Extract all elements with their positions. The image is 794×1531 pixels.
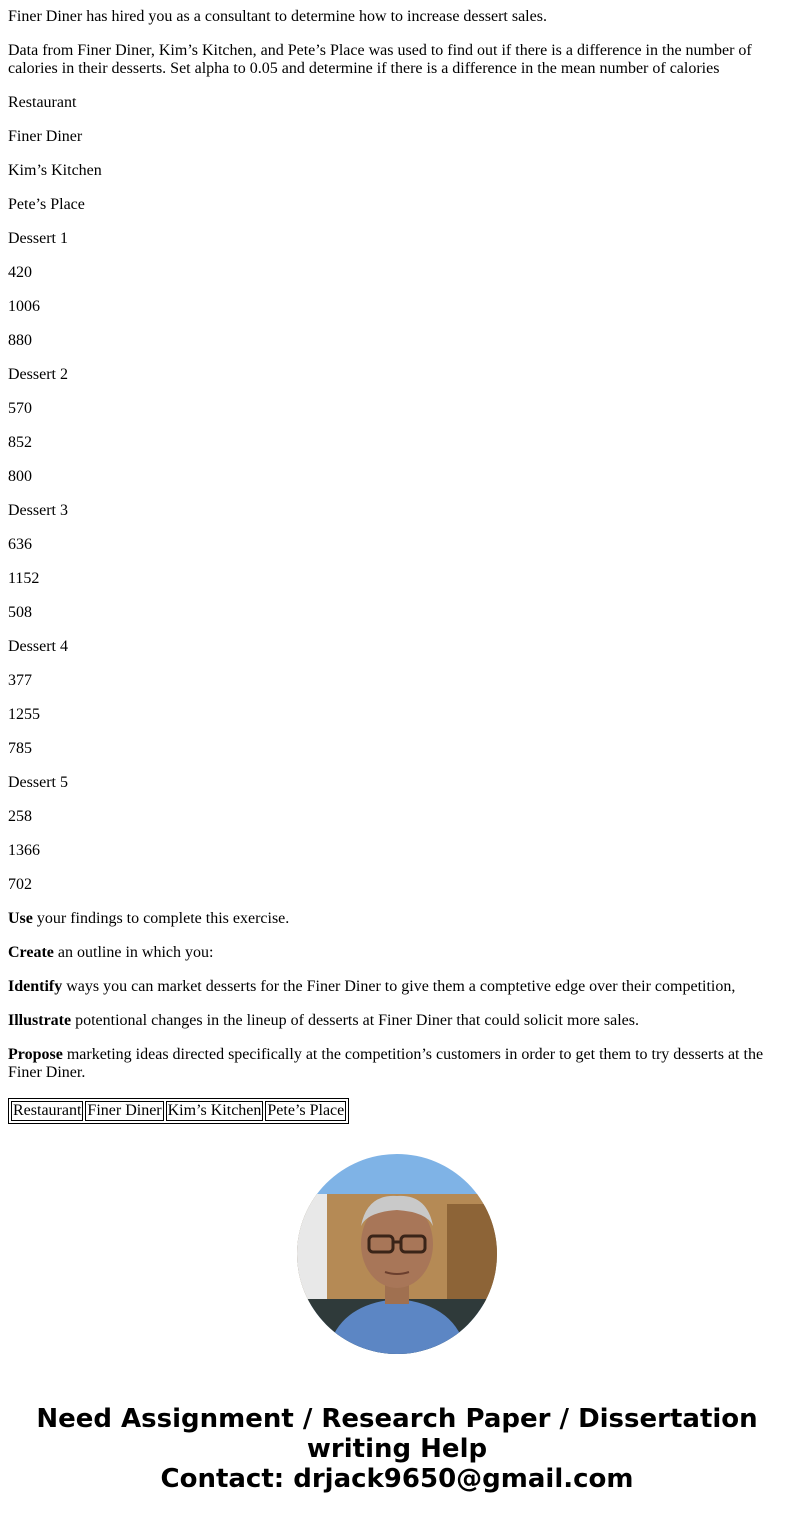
restaurant-table-cell: Finer Diner [87, 1102, 162, 1119]
instruction-item [8, 910, 786, 928]
table-line: Restaurant [8, 94, 77, 111]
table-line: 636 [8, 536, 32, 553]
table-line: 1152 [8, 570, 40, 587]
restaurant-table-cell: Pete’s Place [267, 1102, 345, 1119]
table-line: 702 [8, 876, 32, 893]
instruction-item [8, 1046, 786, 1082]
restaurant-table [8, 1098, 349, 1124]
instructions [8, 910, 786, 1082]
table-line: Dessert 1 [8, 230, 68, 247]
table-line: Kim’s Kitchen [8, 162, 102, 179]
instruction-keyword: Illustrate [8, 1012, 72, 1029]
table-line: 420 [8, 264, 32, 281]
avatar-photo [297, 1154, 497, 1354]
table-line: 570 [8, 400, 32, 417]
instruction-text: marketing ideas directed specifically at the competition’s customers in order to get them to try desserts at the Finer Diner. [8, 1046, 764, 1081]
table-line: 852 [8, 434, 32, 451]
table-line: Dessert 3 [8, 502, 68, 519]
table-line: 1366 [8, 842, 40, 859]
table-line: Finer Diner [8, 128, 83, 145]
footer-contact: Contact: drjack9650@gmail.com [160, 1464, 634, 1494]
instruction-text: your findings to complete this exercise. [32, 910, 290, 927]
restaurant-table-row [11, 1101, 346, 1121]
instruction-keyword: Propose [8, 1046, 63, 1063]
table-line: 785 [8, 740, 32, 757]
intro-paragraph: Finer Diner has hired you as a consultant to determine how to increase dessert sales. [8, 8, 547, 25]
data-paragraph: Data from Finer Diner, Kim’s Kitchen, and Pete’s Place was used to find out if there is a difference in the number of calories in their desserts. Set alpha to 0.05 and determine if there is a difference in the mean number of calories [8, 42, 752, 77]
table-line: Dessert 4 [8, 638, 68, 655]
document-body [0, 8, 794, 1124]
instruction-keyword: Identify [8, 978, 63, 995]
instruction-text: potentional changes in the lineup of desserts at Finer Diner that could solicit more sales. [71, 1012, 639, 1029]
instruction-text: ways you can market desserts for the Finer Diner to give them a comptetive edge over their competition, [62, 978, 736, 995]
table-line: 1006 [8, 298, 40, 315]
table-line: 508 [8, 604, 32, 621]
table-line: Dessert 2 [8, 366, 68, 383]
restaurant-table-cell: Restaurant [13, 1102, 82, 1119]
table-line: 258 [8, 808, 32, 825]
table-line: 377 [8, 672, 32, 689]
footer-headline: Need Assignment / Research Paper / Dissertation writing Help [36, 1404, 758, 1464]
table-line: Pete’s Place [8, 196, 85, 213]
table-line: Dessert 5 [8, 774, 68, 791]
instruction-text: an outline in which you: [53, 944, 214, 961]
avatar-container [0, 1154, 794, 1354]
table-line: 800 [8, 468, 32, 485]
instruction-item [8, 944, 786, 962]
instruction-keyword: Use [8, 910, 33, 927]
instruction-item [8, 1012, 786, 1030]
avatar [297, 1154, 497, 1354]
instruction-keyword: Create [8, 944, 54, 961]
table-lines [8, 94, 786, 894]
instruction-item [8, 978, 786, 996]
table-line: 1255 [8, 706, 40, 723]
table-line: 880 [8, 332, 32, 349]
contact-footer [0, 1404, 794, 1494]
restaurant-table-cell: Kim’s Kitchen [167, 1102, 262, 1119]
